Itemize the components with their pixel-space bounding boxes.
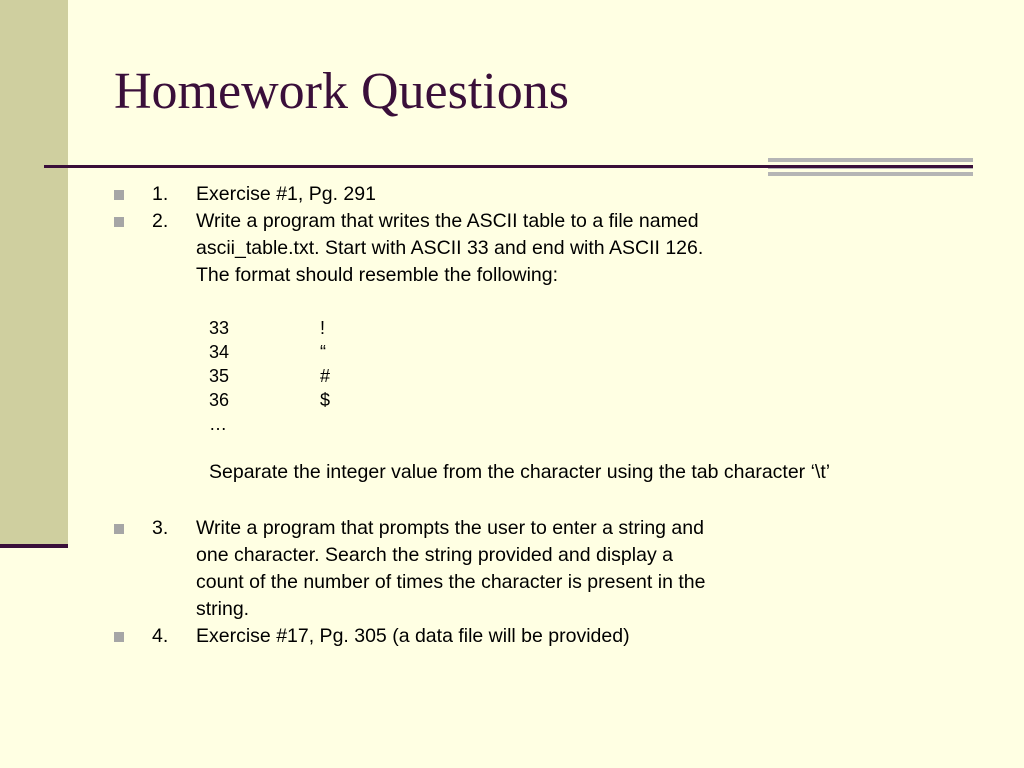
ascii-char: ! bbox=[320, 318, 326, 338]
list-item-1 bbox=[114, 181, 994, 208]
item-text-line: Write a program that writes the ASCII table to a file named bbox=[196, 210, 699, 232]
ellipsis-text: … bbox=[209, 414, 227, 434]
item-number: 2. bbox=[152, 210, 169, 232]
item-text-line: string. bbox=[196, 598, 250, 620]
item-text-line: Write a program that prompts the user to enter a string and bbox=[196, 517, 704, 539]
item-text-line: ascii_table.txt. Start with ASCII 33 and end with ASCII 126. bbox=[196, 237, 704, 259]
item-text-line: The format should resemble the following: bbox=[196, 264, 559, 286]
square-bullet-icon bbox=[114, 190, 124, 200]
list-item-3 bbox=[114, 515, 994, 623]
ascii-code: 36 bbox=[209, 390, 230, 410]
left-decorative-band bbox=[0, 0, 68, 544]
item-number: 4. bbox=[152, 625, 169, 647]
ascii-char: “ bbox=[320, 342, 326, 362]
ascii-example-row bbox=[209, 316, 994, 340]
item-text-line: one character. Search the string provided and display a bbox=[196, 544, 673, 566]
ascii-example-row bbox=[209, 364, 994, 388]
ascii-code: 35 bbox=[209, 366, 230, 386]
item-text-line: count of the number of times the character is present in the bbox=[196, 571, 706, 593]
item-text-line: Exercise #1, Pg. 291 bbox=[196, 183, 376, 205]
title-divider-accent bbox=[768, 158, 973, 178]
square-bullet-icon bbox=[114, 632, 124, 642]
ascii-char: # bbox=[320, 366, 331, 386]
ascii-char: $ bbox=[320, 390, 331, 410]
item-number: 1. bbox=[152, 183, 169, 205]
ascii-example bbox=[209, 316, 994, 484]
ascii-code: 33 bbox=[209, 318, 230, 338]
ascii-example-row bbox=[209, 388, 994, 412]
list-item-2 bbox=[114, 208, 994, 289]
slide-title: Homework Questions bbox=[114, 63, 569, 120]
square-bullet-icon bbox=[114, 217, 124, 227]
item-text-line: Exercise #17, Pg. 305 (a data file will be provided) bbox=[196, 625, 630, 647]
item-number: 3. bbox=[152, 517, 169, 539]
tab-separator-note: Separate the integer value from the character using the tab character ‘\t’ bbox=[209, 461, 831, 483]
ascii-example-row bbox=[209, 340, 994, 364]
slide-body bbox=[114, 181, 994, 650]
ascii-code: 34 bbox=[209, 342, 230, 362]
square-bullet-icon bbox=[114, 524, 124, 534]
list-item-4 bbox=[114, 623, 994, 650]
ascii-example-ellipsis bbox=[209, 412, 994, 436]
left-band-underline bbox=[0, 544, 68, 548]
